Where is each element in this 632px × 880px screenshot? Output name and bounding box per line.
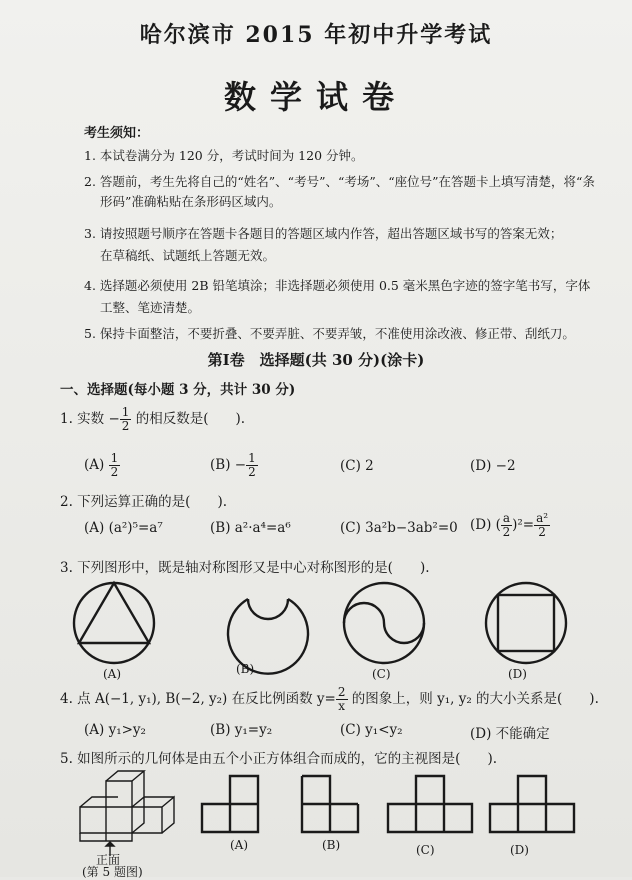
question-5-label-b: (B) [322, 838, 341, 852]
option-c-view [388, 776, 472, 832]
figure-d-square-arcs [486, 583, 566, 663]
figure-5-caption: (第 5 题图) [82, 865, 143, 879]
exam-title: 哈尔滨市 2015 年初中升学考试 [139, 22, 493, 48]
paper-subtitle: 数学试卷 [223, 78, 408, 116]
notice-item-4-cont: 工整、笔迹清楚。 [100, 300, 201, 315]
part-title: 一、选择题(每小题 3 分，共计 30 分) [60, 382, 296, 398]
question-1-option-b: (B) − $\frac{1}{2}$ [210, 451, 256, 479]
question-2-option-c: (C) 3a²b−3ab²=0 [340, 520, 458, 536]
section-title: 第Ⅰ卷 选择题(共 30 分)(涂卡) [207, 351, 425, 369]
solid-figure-cubes [80, 771, 174, 856]
question-4-option-b: (B) y₁=y₂ [210, 722, 273, 738]
question-5-label-d: (D) [510, 843, 529, 857]
figure-c-s-curve-circle [344, 583, 424, 663]
notice-item-3: 3. 请按照题号顺序在答题卡各题目的答题区域内作答，超出答题区域书写的答案无效； [84, 226, 563, 241]
question-1-stem: 1. 实数 − $\frac{1}{2}$ 的相反数是( ). [60, 405, 246, 433]
question-5-stem: 5. 如图所示的几何体是由五个小正方体组合而成的，它的主视图是( ). [60, 751, 497, 767]
question-3-label-a: (A) [103, 667, 122, 681]
notice-item-4: 4. 选择题必须使用 2B 铅笔填涂；非选择题必须使用 0.5 毫米黑色字迹的签字笔书写，字体 [84, 278, 591, 293]
question-4-stem: 4. 点 A(−1, y₁), B(−2, y₂) 在反比例函数 y= $\frac{2}{x}$ 的图象上，则 y₁, y₂ 的大小关系是( ). [60, 685, 599, 713]
question-1-option-c: (C) 2 [340, 458, 374, 474]
question-4-option-c: (C) y₁<y₂ [340, 722, 403, 738]
option-d-view [490, 776, 574, 832]
question-5-label-c: (C) [416, 843, 435, 857]
question-5-figures [70, 762, 630, 872]
question-3-stem: 3. 下列图形中，既是轴对称图形又是中心对称图形的是( ). [60, 560, 430, 576]
question-3-label-d: (D) [508, 667, 527, 681]
front-view-label: 正面 [96, 853, 121, 867]
question-2-option-a: (A) (a²)⁵=a⁷ [84, 520, 163, 536]
question-1-option-a: (A) $\frac{1}{2}$ [84, 451, 119, 479]
question-5-label-a: (A) [230, 838, 249, 852]
question-3-figures [70, 575, 610, 685]
question-2-stem: 2. 下列运算正确的是( ). [60, 494, 227, 510]
notice-item-2: 2. 答题前，考生先将自己的“姓名”、“考号”、“考场”、“座位号”在答题卡上填写清楚，将“条 [84, 174, 595, 189]
notice-heading: 考生须知： [84, 126, 150, 141]
option-a-view [202, 776, 258, 832]
question-1-option-d: (D) −2 [470, 458, 516, 474]
notice-item-3-cont: 在草稿纸、试题纸上答题无效。 [100, 248, 276, 263]
question-4-option-d: (D) 不能确定 [470, 726, 550, 742]
question-2-option-b: (B) a²·a⁴=a⁶ [210, 520, 291, 536]
option-b-view [302, 776, 358, 832]
question-3-label-c: (C) [372, 667, 391, 681]
question-2-option-d: (D) ( $\frac{a}{2}$ )²= $\frac{\text{a²}}{2}$ [470, 511, 549, 539]
notice-item-2-cont: 形码”准确粘贴在条形码区域内。 [100, 194, 282, 209]
notice-item-1: 1. 本试卷满分为 120 分，考试时间为 120 分钟。 [84, 148, 364, 163]
question-4-option-a: (A) y₁>y₂ [84, 722, 146, 738]
fraction: $\frac{1}{2}$ [121, 405, 130, 433]
figure-a-circle-triangle [74, 583, 154, 663]
notice-item-5: 5. 保持卡面整洁，不要折叠、不要弄脏、不要弄皱，不准使用涂改液、修正带、刮纸刀。 [84, 326, 575, 341]
question-3-label-b: (B) [236, 662, 255, 676]
